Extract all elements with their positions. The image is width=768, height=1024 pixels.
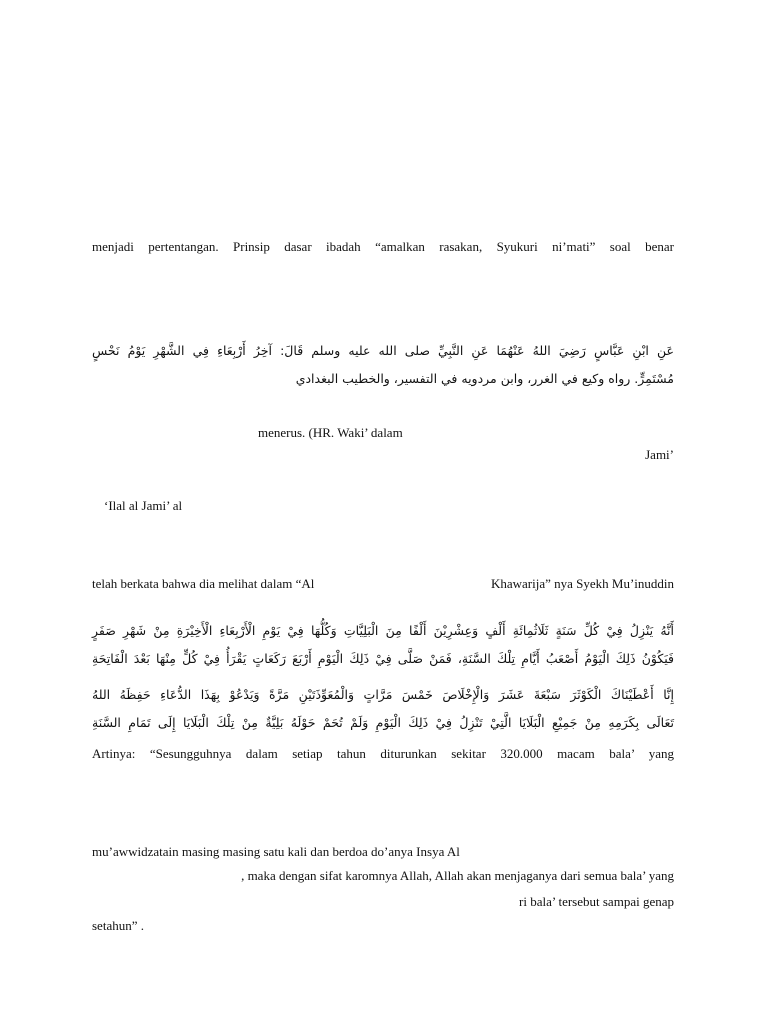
paragraph-line-jami: Jami’ — [645, 447, 674, 462]
paragraph-line-ilal: ‘Ilal al Jami’ al — [104, 498, 183, 513]
arabic-hadith-line-1: عَنِ ابْنِ عَبَّاسٍ رَضِيَ اللهُ عَنْهُمَا عَنِ النَّبِيِّ صلى الله عليه وسلم قَالَ: آخِرُ أَرْبِعَاءِ فِي الشَّهْرِ يَوْمُ نَحْسٍ — [92, 343, 674, 358]
paragraph-line-ri-bala: ri bala’ tersebut sampai genap — [519, 894, 674, 909]
paragraph-line-menjadi: menjadi pertentangan. Prinsip dasar ibadah “amalkan rasakan, Syukuri ni’mati” soal benar — [92, 239, 674, 254]
arabic-text-line-4: تَعَالَى بِكَرَمِهِ مِنْ جَمِيْعِ الْبَلَايَا الَّتِيْ تَنْزِلُ فِيْ ذَلِكَ الْيَوْمِ وَلَمْ تُحَمْ حَوْلَهُ بَلِيَّةٌ مِنْ تِلْكَ الْبَلَايَا إِلَى تَمَامِ السَّنَةِ — [92, 715, 674, 730]
paragraph-line-telah-left: telah berkata bahwa dia melihat dalam “Al — [92, 576, 315, 591]
paragraph-line-muawwidzatain: mu’awwidzatain masing masing satu kali dan berdoa do’anya Insya Al — [92, 844, 460, 859]
arabic-text-line-1: أَنَّهُ يَنْزِلُ فِيْ كُلِّ سَنَةٍ ثَلَاثُمِائَةِ أَلْفٍ وَعِشْرِيْنَ أَلْفًا مِنَ الْبَلِيَّاتِ وَكُلُّهَا فِيْ يَوْمِ الْأَرْبِعَاءِ الْأَخِيْرَةِ مِنْ شَهْرِ صَفَرٍ — [92, 623, 674, 638]
paragraph-line-menerus: menerus. (HR. Waki’ dalam — [258, 425, 403, 440]
paragraph-line-artinya: Artinya: “Sesungguhnya dalam setiap tahun diturunkan sekitar 320.000 macam bala’ yang — [92, 746, 674, 761]
paragraph-line-maka: , maka dengan sifat karomnya Allah, Allah akan menjaganya dari semua bala’ yang — [241, 868, 674, 883]
paragraph-line-setahun: setahun” . — [92, 918, 144, 933]
paragraph-line-telah-right: Khawarija” nya Syekh Mu’inuddin — [490, 576, 674, 591]
arabic-text-line-2: فَيَكُوْنُ ذَلِكَ الْيَوْمُ أَصْعَبُ أَيَّامِ تِلْكَ السَّنَةِ، فَمَنْ صَلَّى فِيْ ذَلِكَ الْيَوْمِ أَرْبَعَ رَكَعَاتٍ يَقْرَأُ فِيْ كُلٍّ مِنْهَا بَعْدَ الْفَاتِحَةِ — [92, 651, 674, 666]
arabic-text-line-3: إِنَّا أَعْطَيْنَاكَ الْكَوْثَرَ سَبْعَةَ عَشَرَ وَالْإِخْلَاصَ خَمْسَ مَرَّاتٍ وَالْمُعَوِّذَتَيْنِ مَرَّةً وَيَدْعُوْ بِهَذَا الدُّعَاءِ حَفِظَهُ اللهُ — [92, 687, 674, 702]
arabic-hadith-line-2: مُسْتَمِرٍّ. رواه وكيع في الغرر، وابن مردويه في التفسير، والخطيب البغدادي — [295, 371, 674, 386]
